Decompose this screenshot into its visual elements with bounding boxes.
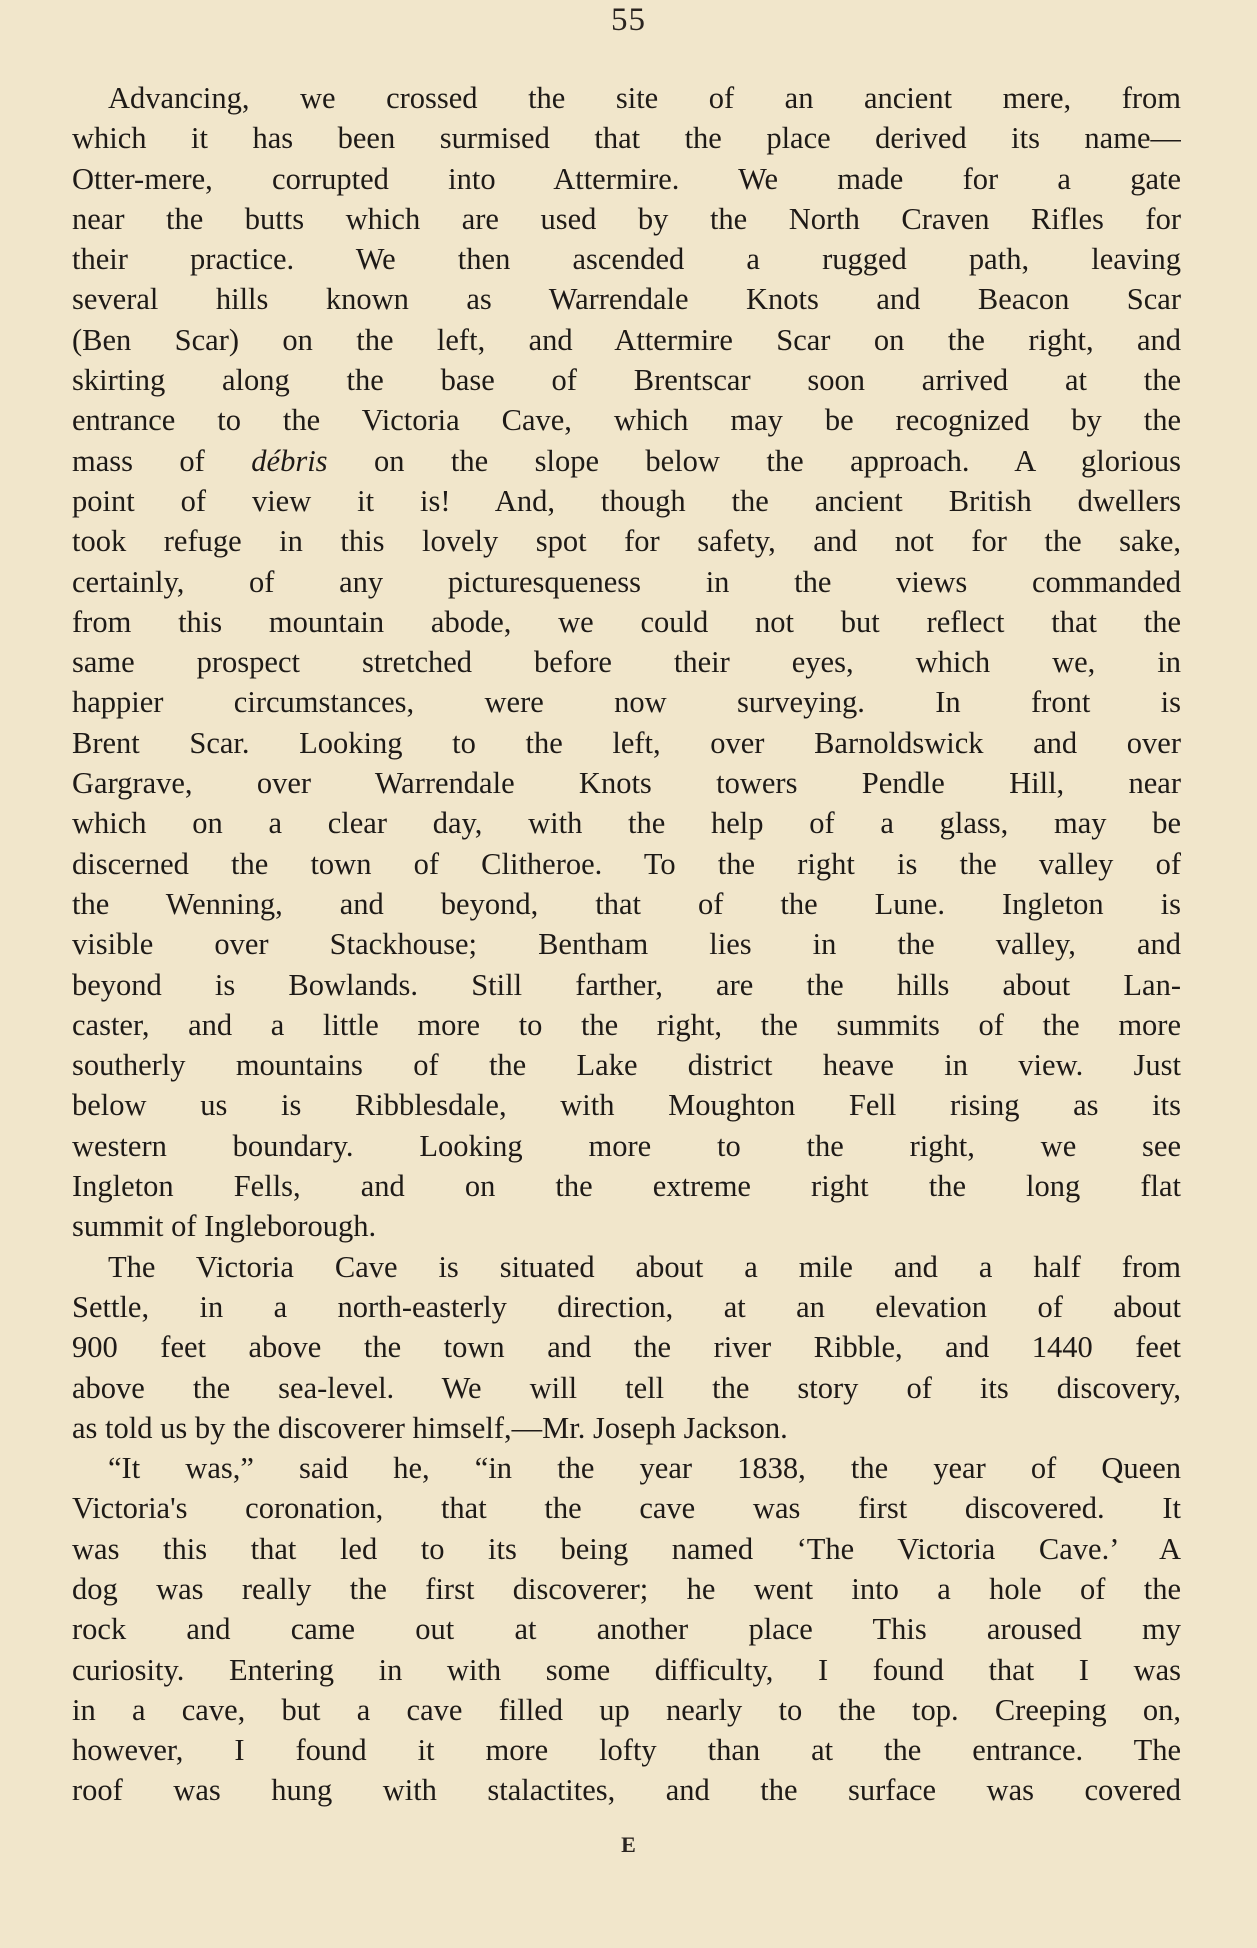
text-line: which on a clear day, with the help of a glass, may be: [72, 806, 1181, 841]
text-line: however, I found it more lofty than at the entrance. The: [72, 1733, 1181, 1768]
text-line: Otter-mere, corrupted into Attermire. We made for a gate: [72, 161, 1181, 196]
text-line: discerned the town of Clitheroe. To the right is the valley of: [72, 846, 1181, 881]
text-segment: mass of: [72, 443, 252, 478]
text-line: (Ben Scar) on the left, and Attermire Scar on the right, and: [72, 322, 1181, 357]
text-line: dog was really the first discoverer; he went into a hole of the: [72, 1571, 1181, 1606]
text-segment: on the slope below the approach. A glorious: [327, 443, 1181, 478]
text-line: same prospect stretched before their eyes, which we, in: [72, 645, 1181, 680]
text-line: point of view it is! And, though the ancient British dwellers: [72, 483, 1181, 518]
signature-mark: E: [621, 1832, 636, 1857]
text-line: caster, and a little more to the right, the summits of the more: [72, 1007, 1181, 1042]
text-line: in a cave, but a cave filled up nearly to the top. Creeping on,: [72, 1692, 1181, 1727]
text-line: their practice. We then ascended a rugged path, leaving: [72, 242, 1181, 277]
text-line: below us is Ribblesdale, with Moughton Fell rising as its: [72, 1088, 1181, 1123]
text-line: [72, 441, 1181, 481]
text-line: the Wenning, and beyond, that of the Lune. Ingleton is: [72, 886, 1181, 921]
text-line: Ingleton Fells, and on the extreme right the long flat: [72, 1169, 1181, 1204]
text-line: above the sea-level. We will tell the story of its discovery,: [72, 1370, 1181, 1405]
text-line: roof was hung with stalactites, and the surface was covered: [72, 1773, 1181, 1808]
page-number: 55: [611, 2, 646, 38]
text-line: entrance to the Victoria Cave, which may be recognized by the: [72, 403, 1181, 438]
text-line: several hills known as Warrendale Knots and Beacon Scar: [72, 282, 1181, 317]
body-text: [72, 78, 1181, 1811]
text-line: Victoria's coronation, that the cave was first discovered. It: [72, 1491, 1181, 1526]
text-line: from this mountain abode, we could not but reflect that the: [72, 604, 1181, 639]
text-line: visible over Stackhouse; Bentham lies in the valley, and: [72, 927, 1181, 962]
text-line: summit of Ingleborough.: [72, 1209, 377, 1244]
text-line: was this that led to its being named ‘The Victoria Cave.’ A: [72, 1531, 1181, 1566]
text-line: as told us by the discoverer himself,—Mr. Joseph Jackson.: [72, 1410, 788, 1445]
text-line: which it has been surmised that the place derived its name—: [72, 121, 1181, 156]
text-line: took refuge in this lovely spot for safety, and not for the sake,: [72, 524, 1181, 559]
text-line: happier circumstances, were now surveying. In front is: [72, 685, 1181, 720]
text-line: skirting along the base of Brentscar soon arrived at the: [72, 363, 1181, 398]
text-line: beyond is Bowlands. Still farther, are the hills about Lan-: [72, 967, 1181, 1002]
text-line: 900 feet above the town and the river Ribble, and 1440 feet: [72, 1330, 1181, 1365]
text-line: near the butts which are used by the North Craven Rifles for: [72, 201, 1181, 236]
italic-word: débris: [251, 443, 328, 478]
text-line: Brent Scar. Looking to the left, over Barnoldswick and over: [72, 725, 1181, 760]
text-line: curiosity. Entering in with some difficulty, I found that I was: [72, 1652, 1181, 1687]
text-line: Advancing, we crossed the site of an ancient mere, from: [108, 81, 1181, 115]
text-line: “It was,” said he, “in the year 1838, the year of Queen: [108, 1451, 1181, 1486]
text-line: western boundary. Looking more to the right, we see: [72, 1128, 1181, 1163]
text-line: Settle, in a north-easterly direction, at an elevation of about: [72, 1289, 1181, 1324]
text-line: rock and came out at another place This aroused my: [72, 1612, 1181, 1647]
text-line: Gargrave, over Warrendale Knots towers Pendle Hill, near: [72, 766, 1181, 801]
text-line: The Victoria Cave is situated about a mile and a half from: [108, 1249, 1181, 1284]
text-line: southerly mountains of the Lake district heave in view. Just: [72, 1048, 1181, 1083]
text-line: certainly, of any picturesqueness in the views commanded: [72, 564, 1181, 599]
